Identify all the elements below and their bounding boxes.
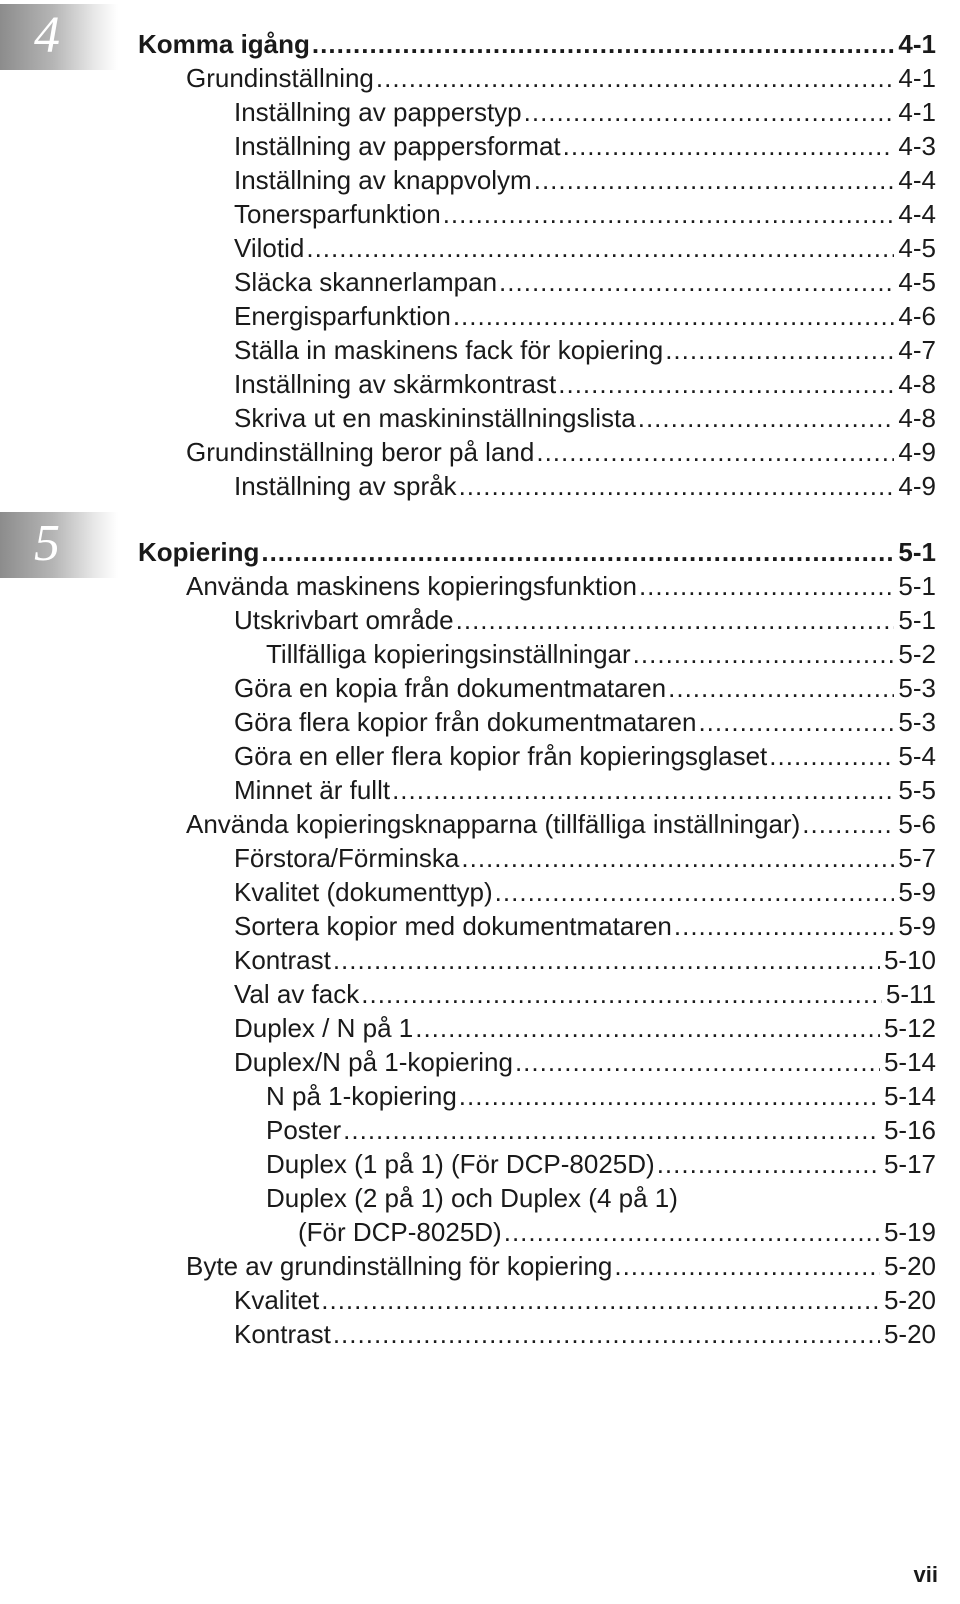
toc-entry-title: Inställning av språk [234,471,457,501]
dot-leader [504,1215,880,1249]
toc-entry[interactable] [234,231,936,265]
toc-entry-page: 5-16 [883,1115,936,1145]
toc-entry-page: 4-4 [898,165,936,195]
toc-entry[interactable] [186,569,936,603]
toc-entry-title: Använda maskinens kopieringsfunktion [186,571,637,601]
toc-entry[interactable] [234,265,936,299]
toc-entry-page: 4-8 [898,369,936,399]
dot-leader [524,95,895,129]
toc-entry[interactable] [234,469,936,503]
dot-leader [453,299,895,333]
toc-entry[interactable] [234,909,936,943]
toc-entry-title: Tonersparfunktion [234,199,441,229]
toc-entry-page: 5-9 [898,877,936,907]
toc-entry[interactable] [234,197,936,231]
dot-leader [461,841,894,875]
toc-entry-page: 5-5 [898,775,936,805]
toc-entry-page: 5-3 [898,673,936,703]
dot-leader [558,367,894,401]
chapter-number: 5 [34,515,60,572]
chapter-tab [0,4,118,70]
dot-leader [456,603,895,637]
toc-entry-page: 5-3 [898,707,936,737]
toc-entry-title: Kontrast [234,1319,331,1349]
dot-leader [459,1079,880,1113]
toc-entry-page: 4-1 [898,29,936,59]
toc-entry[interactable] [234,1045,936,1079]
toc-entry-title: Duplex / N på 1 [234,1013,414,1043]
toc-entry-title: Sortera kopior med dokumentmataren [234,911,672,941]
toc-entry-page: 4-8 [898,403,936,433]
toc-entry-page: 5-1 [898,537,936,567]
toc-entry[interactable] [298,1215,936,1249]
toc-entry[interactable] [234,977,936,1011]
toc-entry-page: 4-1 [898,97,936,127]
toc-entry[interactable] [234,773,936,807]
toc-entry-title: Ställa in maskinens fack för kopiering [234,335,664,365]
toc-entry-title: Kvalitet [234,1285,320,1315]
dot-leader [415,1011,880,1045]
toc-entry-title: Kontrast [234,945,331,975]
toc-entry-page: 5-14 [883,1081,936,1111]
dot-leader [638,401,895,435]
toc-entry-page: 5-9 [898,911,936,941]
dot-leader [376,61,895,95]
toc-entry[interactable] [186,807,936,841]
toc-entry[interactable] [266,1147,936,1181]
toc-entry-page: 5-11 [885,979,936,1009]
toc-entry-title: Utskrivbart område [234,605,454,635]
toc-entry-title: Grundinställning beror på land [186,437,535,467]
dot-leader [261,535,894,569]
toc-entry[interactable] [266,637,936,671]
toc-entry-page: 5-20 [883,1251,936,1281]
dot-leader [459,469,895,503]
toc-entry-page: 5-20 [883,1319,936,1349]
dot-leader [361,977,882,1011]
toc-entry-page: 4-3 [898,131,936,161]
footer-page-number: vii [913,1562,938,1587]
dot-leader [306,231,894,265]
toc-entry[interactable] [234,299,936,333]
toc-entry-title: Kvalitet (dokumenttyp) [234,877,493,907]
toc-entry-title: Använda kopieringsknapparna (tillfälliga inställningar) [186,809,801,839]
toc-entry-page: 5-7 [898,843,936,873]
toc-entry-title: Vilotid [234,233,305,263]
toc-entry-title: Förstora/Förminska [234,843,460,873]
toc-entry-page: 5-1 [898,571,936,601]
dot-leader [536,435,894,469]
toc-entry[interactable] [234,95,936,129]
toc-entry-title: Skriva ut en maskininställningslista [234,403,636,433]
toc-entry-title: Minnet är fullt [234,775,391,805]
dot-leader [392,773,894,807]
dot-leader [499,265,894,299]
toc-entry[interactable] [186,61,936,95]
toc-entry-title: Inställning av papperstyp [234,97,522,127]
toc-entry[interactable] [234,841,936,875]
toc-entry-title: Duplex (1 på 1) (För DCP-8025D) [266,1149,655,1179]
toc-entry[interactable] [234,1011,936,1045]
toc-entry[interactable] [234,705,936,739]
toc-entry-title: Göra flera kopior från dokumentmataren [234,707,697,737]
toc-entry-title: Göra en eller flera kopior från kopieringsglaset [234,741,768,771]
toc-entry-title: Byte av grundinställning för kopiering [186,1251,613,1281]
dot-leader [674,909,895,943]
toc-entry-page: 4-6 [898,301,936,331]
toc-entry-page: 4-5 [898,267,936,297]
toc-entry-title: Grundinställning [186,63,374,93]
toc-entry-page: 4-9 [898,471,936,501]
toc-entry-page: 4-9 [898,437,936,467]
toc-entry-title: Duplex (2 på 1) och Duplex (4 på 1) [266,1183,678,1213]
toc-entry-page: 5-10 [883,945,936,975]
toc-entry-page: 5-6 [898,809,936,839]
dot-leader [515,1045,880,1079]
dot-leader [495,875,895,909]
dot-leader [633,637,895,671]
toc-entry-page: 5-12 [883,1013,936,1043]
toc-entry[interactable] [266,1181,936,1215]
toc-entry-title: (För DCP-8025D) [298,1217,502,1247]
toc-entry[interactable] [234,129,936,163]
toc-entry[interactable] [234,671,936,705]
dot-leader [698,705,894,739]
toc-entry[interactable] [234,367,936,401]
toc-entry-page: 5-4 [898,741,936,771]
toc-entry[interactable] [234,1283,936,1317]
toc-entry[interactable] [186,1249,936,1283]
dot-leader [534,163,895,197]
toc-entry-title: Släcka skannerlampan [234,267,498,297]
toc-entry[interactable] [234,603,936,637]
dot-leader [443,197,895,231]
toc-entry[interactable] [234,875,936,909]
toc-entry[interactable] [234,739,936,773]
dot-leader [563,129,895,163]
dot-leader [668,671,894,705]
toc-entry[interactable] [234,401,936,435]
toc-entry[interactable] [234,1317,936,1351]
toc-entry-page: 4-1 [898,63,936,93]
dot-leader [802,807,894,841]
toc-entry-page: 5-2 [898,639,936,669]
toc-entry-page: 5-1 [898,605,936,635]
dot-leader [321,1283,880,1317]
toc-entry-title: Poster [266,1115,342,1145]
dot-leader [312,27,895,61]
dot-leader [665,333,894,367]
toc-entry-page: 4-5 [898,233,936,263]
toc-entry[interactable] [138,535,936,569]
toc-entry[interactable] [234,333,936,367]
dot-leader [333,943,880,977]
toc-entry[interactable] [186,435,936,469]
toc-entry-title: N på 1-kopiering [266,1081,457,1111]
toc-entry-page: 5-17 [883,1149,936,1179]
dot-leader [343,1113,880,1147]
toc-entry-title: Val av fack [234,979,360,1009]
toc-entry-page: 5-20 [883,1285,936,1315]
dot-leader [333,1317,880,1351]
toc-entry[interactable] [266,1113,936,1147]
toc-entry-page: 5-19 [883,1217,936,1247]
toc-entry-page: 4-7 [898,335,936,365]
chapter-number: 4 [34,7,60,64]
toc-entry-title: Göra en kopia från dokumentmataren [234,673,667,703]
toc-entry[interactable] [234,163,936,197]
toc-entry-title: Inställning av knappvolym [234,165,532,195]
dot-leader [639,569,894,603]
toc-entry-title: Inställning av pappersformat [234,131,561,161]
toc-entry-title: Duplex/N på 1-kopiering [234,1047,513,1077]
dot-leader [614,1249,880,1283]
toc-entry-title: Kopiering [138,537,260,567]
toc-entry-title: Energisparfunktion [234,301,451,331]
dot-leader [657,1147,880,1181]
toc-entry-page: 5-14 [883,1047,936,1077]
dot-leader [769,739,894,773]
chapter-tab [0,512,118,578]
toc-entry-title: Inställning av skärmkontrast [234,369,557,399]
toc-entry[interactable] [138,27,936,61]
toc-entry-page: 4-4 [898,199,936,229]
toc-entry[interactable] [266,1079,936,1113]
toc-entry[interactable] [234,943,936,977]
toc-entry-title: Tillfälliga kopieringsinställningar [266,639,631,669]
toc-entry-title: Komma igång [138,29,310,59]
